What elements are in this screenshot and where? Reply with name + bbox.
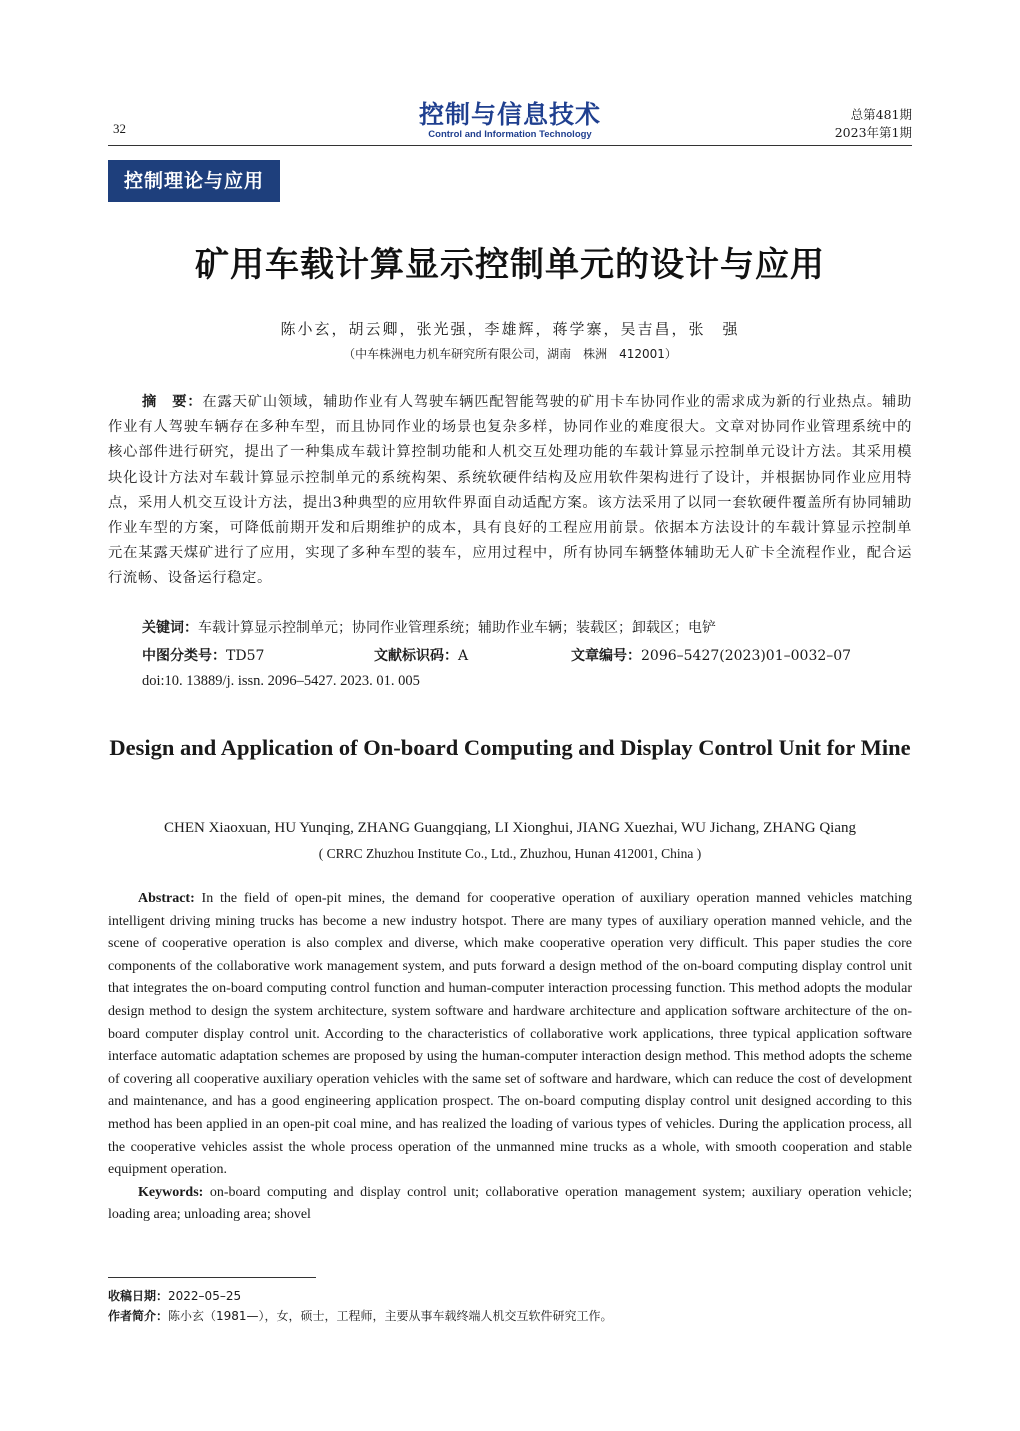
en-keywords-text: on-board computing and display control unit; collaborative operation management system; auxiliary operation vehicle; loading area; unloading area; shovel bbox=[108, 1184, 912, 1223]
en-abstract-text: In the field of open-pit mines, the demand for cooperative operation of auxiliary operation manned vehicles matching intelligent driving mining trucks has become a new industry hotspot. There are many types of auxiliary operation manned vehicle, and the scene of cooperative operation is also complex and diverse, which make cooperative operation very difficult. This paper studies the core components of the collaborative work management system, and puts forward a design method of the on-board computing display control unit that integrates the on-board computing control function and human-computer interaction processing function. This method adopts the modular design method to design the system architecture, system software and hardware architecture and application software architecture of the on-board computer display control unit. According to the characteristics of collaborative work applications, three typical application software interface automatic adaptation schemes are proposed by using the human-computer interaction design method. This method adopts the scheme of covering all cooperative auxiliary operation vehicles with the same set of software and hardware, which can reduce the cost of development and maintenance, and has a good engineering application prospect. The on-board computing display control unit designed according to this method has been applied in an open-pit coal mine, and has realized the loading of various types of vehicles. During the application process, all the cooperative vehicles assist the whole process operation of the unmanned mine trucks as a whole, with smooth cooperation and stable equipment operation. bbox=[108, 891, 913, 1178]
header-divider bbox=[108, 145, 912, 146]
cn-keywords-label: 关键词： bbox=[142, 620, 198, 636]
received-label: 收稿日期： bbox=[108, 1289, 169, 1303]
issue-year: 2023年第1期 bbox=[834, 125, 912, 140]
footnote-divider bbox=[108, 1277, 316, 1278]
bio-label: 作者简介： bbox=[108, 1309, 169, 1323]
doc-code-value: A bbox=[458, 648, 469, 664]
clc-cell bbox=[142, 645, 264, 665]
cn-keywords-text: 车载计算显示控制单元；协同作业管理系统；辅助作业车辆；装载区；卸载区；电铲 bbox=[198, 620, 716, 636]
classification-row bbox=[142, 645, 922, 667]
article-no-cell bbox=[571, 645, 851, 665]
journal-name-cn: 控制与信息技术 bbox=[418, 100, 601, 129]
cn-abstract-text: 在露天矿山领域，辅助作业有人驾驶车辆匹配智能驾驶的矿用卡车协同作业的需求成为新的行业热点。辅助作业有人驾驶车辆存在多种车型，而且协同作业的场景也复杂多样，协同作业的难度很大。文章对协同作业管理系统中的核心部件进行研究，提出了一种集成车载计算控制功能和人机交互处理功能的车载计算显示控制单元设计方法。其采用模块化设计方法对车载计算显示控制单元的系统构架、系统软硬件结构及应用软件架构进行了设计，并根据协同作业应用特点，采用人机交互设计方法，提出3种典型的应用软件界面自动适配方案。该方法采用了以同一套软硬件覆盖所有协同辅助作业车型的方案，可降低前期开发和后期维护的成本，具有良好的工程应用前景。依据本方法设计的车载计算显示控制单元在某露天煤矿进行了应用，实现了多种车型的装车，应用过程中，所有协同车辆整体辅助无人矿卡全流程作业，配合运行流畅、设备运行稳定。 bbox=[108, 394, 912, 587]
footnote-received bbox=[108, 1287, 241, 1304]
cn-authors: 陈小玄，胡云卿，张光强，李雄辉，蒋学寨，吴吉昌，张 强 bbox=[280, 320, 740, 338]
page-number: 32 bbox=[113, 121, 126, 136]
doc-code-label: 文献标识码： bbox=[374, 648, 458, 664]
journal-logo bbox=[414, 102, 606, 140]
cn-keywords bbox=[142, 617, 716, 637]
received-date: 2022–05–25 bbox=[168, 1289, 242, 1303]
en-keywords-label: Keywords: bbox=[138, 1184, 204, 1200]
article-no-value: 2096–5427(2023)01–0032–07 bbox=[641, 648, 852, 664]
clc-value: TD57 bbox=[226, 648, 265, 664]
footnote-bio bbox=[108, 1307, 613, 1324]
cn-title: 矿用车载计算显示控制单元的设计与应用 bbox=[195, 245, 825, 285]
en-abstract-label: Abstract: bbox=[138, 891, 195, 906]
clc-label: 中图分类号： bbox=[142, 648, 226, 664]
journal-name-en: Control and Information Technology bbox=[428, 129, 592, 140]
issue-info bbox=[835, 106, 912, 142]
en-title: Design and Application of On-board Computing and Display Control Unit for Mine bbox=[109, 735, 911, 760]
article-no-label: 文章编号： bbox=[571, 648, 641, 664]
cn-abstract-label: 摘 要： bbox=[142, 394, 203, 410]
bio-text: 陈小玄（1981—），女，硕士，工程师，主要从事车载终端人机交互软件研究工作。 bbox=[168, 1309, 613, 1323]
doc-code-cell bbox=[374, 645, 468, 665]
doi: doi:10. 13889/j. issn. 2096–5427. 2023. 01. 005 bbox=[142, 673, 420, 689]
cn-affiliation: （中车株洲电力机车研究所有限公司，湖南 株洲 412001） bbox=[343, 347, 677, 361]
section-tag: 控制理论与应用 bbox=[108, 160, 280, 202]
en-authors: CHEN Xiaoxuan, HU Yunqing, ZHANG Guangqiang, LI Xionghui, JIANG Xuezhai, WU Jichang, ZHANG Qiang bbox=[164, 820, 856, 836]
en-abstract bbox=[108, 888, 912, 1227]
cn-abstract bbox=[108, 390, 912, 592]
issue-total: 总第481期 bbox=[850, 107, 912, 122]
en-affiliation: ( CRRC Zhuzhou Institute Co., Ltd., Zhuzhou, Hunan 412001, China ) bbox=[318, 846, 702, 861]
